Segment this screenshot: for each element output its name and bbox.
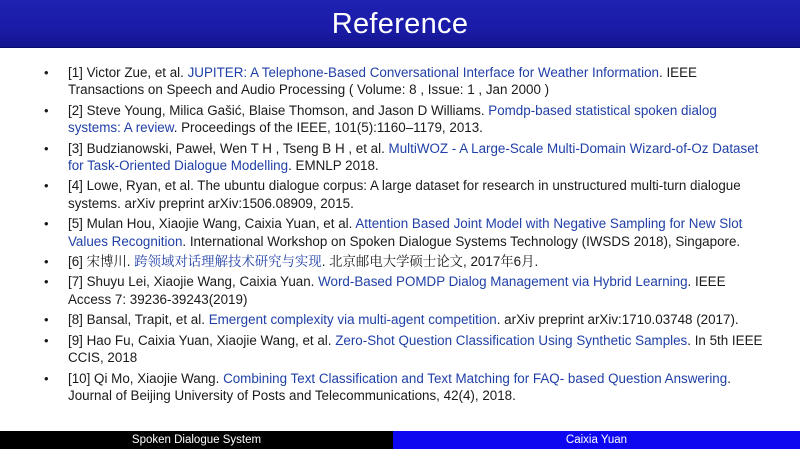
bullet-icon: • <box>44 216 49 232</box>
page-title: Reference <box>331 7 469 40</box>
reference-list <box>38 64 768 407</box>
bullet-icon: • <box>44 140 49 156</box>
reference-link[interactable]: Word-Based POMDP Dialog Management via Hybrid Learning <box>318 274 688 290</box>
reference-text: [9] Hao Fu, Caixia Yuan, Xiaojie Wang, et al. <box>68 332 336 348</box>
reference-text: [8] Bansal, Trapit, et al. <box>68 312 209 328</box>
reference-link[interactable]: 跨领域对话理解技术研究与实现 <box>134 254 322 270</box>
reference-text: [1] Victor Zue, et al. <box>68 65 188 80</box>
reference-text: . In 5th IEEE CCIS, 2018 <box>68 332 763 366</box>
reference-text: . 北京邮电大学硕士论文, 2017年6月. <box>321 254 539 270</box>
bullet-icon: • <box>44 370 49 386</box>
reference-link[interactable]: Emergent complexity via multi-agent competition <box>208 312 497 328</box>
reference-text: . Journal of Beijing University of Posts and Telecommunications, 42(4), 2018. <box>68 370 731 403</box>
bullet-icon: • <box>44 65 49 80</box>
reference-item <box>38 332 768 367</box>
title-bar <box>0 0 800 48</box>
footer-course-title: Spoken Dialogue System <box>0 431 393 449</box>
reference-item <box>38 140 768 175</box>
bullet-icon: • <box>44 102 49 118</box>
bullet-icon: • <box>44 332 49 348</box>
reference-item <box>38 215 768 250</box>
reference-text: . arXiv preprint arXiv:1710.03748 (2017). <box>496 312 739 328</box>
reference-item <box>38 370 768 405</box>
reference-link[interactable]: Pomdp-based statistical spoken dialog systems: A review <box>68 102 717 136</box>
reference-item <box>38 253 768 270</box>
reference-item <box>38 273 768 308</box>
footer-bar <box>0 431 800 449</box>
reference-item <box>38 311 768 328</box>
bullet-icon: • <box>44 254 49 270</box>
reference-text: . EMNLP 2018. <box>288 158 379 174</box>
bullet-icon: • <box>44 274 49 290</box>
reference-item <box>38 177 768 212</box>
bullet-icon: • <box>44 312 49 328</box>
reference-link[interactable]: JUPITER: A Telephone-Based Conversational Interface for Weather Information <box>187 65 659 80</box>
reference-link[interactable]: Attention Based Joint Model with Negative Sampling for New Slot Values Recognition <box>68 216 743 249</box>
reference-text: [5] Mulan Hou, Xiaojie Wang, Caixia Yuan, et al. <box>68 216 356 232</box>
reference-text: . IEEE Transactions on Speech and Audio Processing ( Volume: 8 , Issue: 1 , Jan 2000 ) <box>68 65 697 98</box>
reference-text: [4] Lowe, Ryan, et al. The ubuntu dialogue corpus: A large dataset for research in unstructured multi-turn dialogue systems. arXiv preprint arXiv:1506.08909, 2015. <box>68 178 741 211</box>
reference-text: [10] Qi Mo, Xiaojie Wang. <box>68 370 224 386</box>
reference-text: [3] Budzianowski, Paweł, Wen T H , Tseng B H , et al. <box>68 140 389 156</box>
reference-item <box>38 64 768 99</box>
reference-link[interactable]: Zero-Shot Question Classification Using Synthetic Samples <box>335 332 688 348</box>
reference-link[interactable]: Combining Text Classification and Text Matching for FAQ- based Question Answering <box>223 370 728 386</box>
reference-text: [2] Steve Young, Milica Gašić, Blaise Thomson, and Jason D Williams. <box>68 102 489 118</box>
reference-link[interactable]: MultiWOZ - A Large-Scale Multi-Domain Wizard-of-Oz Dataset for Task-Oriented Dialogue Modelling <box>68 140 759 174</box>
bullet-icon: • <box>44 178 49 194</box>
reference-text: [7] Shuyu Lei, Xiaojie Wang, Caixia Yuan. <box>68 274 319 290</box>
reference-item <box>38 102 768 137</box>
reference-text: . IEEE Access 7: 39236-39243(2019) <box>68 274 726 307</box>
reference-text: [6] 宋博川. <box>68 254 135 270</box>
footer-author: Caixia Yuan <box>393 431 800 449</box>
reference-text: . Proceedings of the IEEE, 101(5):1160–1179, 2013. <box>173 120 483 136</box>
reference-text: . International Workshop on Spoken Dialogue Systems Technology (IWSDS 2018), Singapore. <box>182 233 741 249</box>
